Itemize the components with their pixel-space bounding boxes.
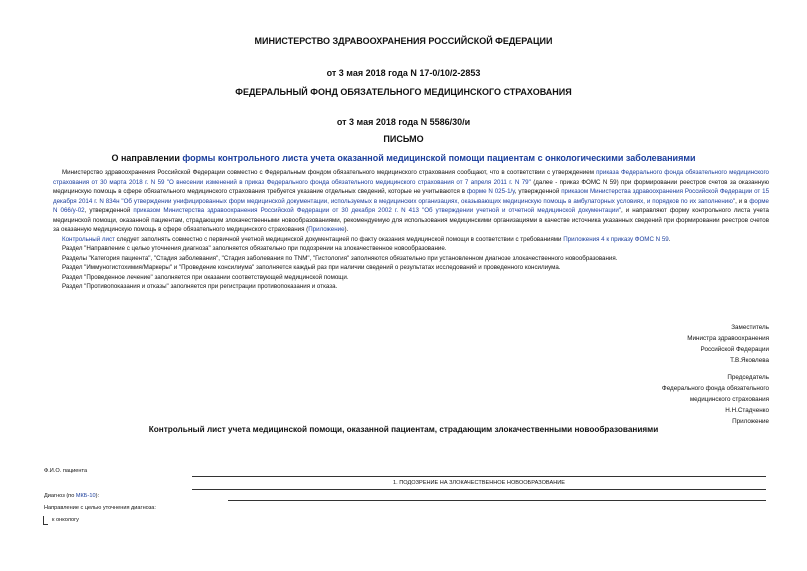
icd10-link[interactable]: МКБ-10 bbox=[75, 493, 96, 499]
subject-prefix: О направлении bbox=[111, 153, 183, 163]
checklist-link[interactable]: Контрольный лист bbox=[62, 235, 115, 243]
text: ): bbox=[95, 493, 99, 499]
referral-label: Направление с целью уточнения диагноза: bbox=[44, 505, 156, 511]
letter-body bbox=[53, 168, 769, 292]
document-subject bbox=[0, 153, 807, 163]
order-834n-link[interactable]: приказом Министерства здравоохранения Российской Федерации от 15 декабря 2014 г. N 834н "Об утверждении унифицированных форм медицинской документации, используемых в медицинских организациях, оказывающих медицинскую помощь в амбулаторных условиях, и порядков по их заполнению" bbox=[53, 188, 770, 205]
signature-position: Председатель bbox=[727, 374, 769, 381]
paragraph-3: Раздел "Направление с целью уточнения диагноза" заполняется обязательно при подозрении на злокачественное новообразование. bbox=[62, 245, 447, 252]
appendix-link[interactable]: Приложение bbox=[308, 226, 345, 233]
ministry-date: от 3 мая 2018 года N 17-0/10/2-2853 bbox=[326, 68, 481, 78]
signature-fund bbox=[662, 372, 769, 427]
paragraph-2 bbox=[53, 235, 769, 245]
order-59-link[interactable]: приказа Федерального фонда обязательного медицинского страхования от 30 марта 2018 г. N 59 "О внесении изменений в приказ Федерального фонда обязательного медицинского страхования от 7 апреля 2011 г. N 79" bbox=[53, 169, 770, 186]
diagnosis-label bbox=[44, 493, 99, 499]
appendix-label: Приложение bbox=[732, 418, 769, 425]
order-413-link[interactable]: приказом Министерства здравоохранения Российской Федерации от 30 декабря 2002 г. N 413 "Об утверждении учетной и отчетной медицинской документации" bbox=[133, 207, 621, 214]
paragraph-6: Раздел "Проведенное лечение" заполняется при оказании соответствующей медицинской помощи. bbox=[62, 273, 349, 281]
appendix-4-link[interactable]: Приложения 4 к приказу ФОМС N 59 bbox=[563, 235, 669, 243]
oncologist-checkbox[interactable] bbox=[43, 516, 48, 525]
document-type: ПИСЬМО bbox=[383, 134, 424, 144]
paragraph-5: Раздел "Иммуногистохимия/Маркеры" и "Проведение консилиума" заполняется каждый раз при наличии сведений о результатах исследований и проведенного консилиума. bbox=[62, 264, 561, 271]
checklist-title: Контрольный лист учета медицинской помощи, оказанной пациентам, страдающим злокачественными новообразованиями bbox=[148, 425, 659, 434]
signature-position: Федерального фонда обязательного bbox=[661, 385, 769, 392]
text: Диагноз (по bbox=[44, 493, 76, 499]
signature-position: Заместитель bbox=[731, 324, 769, 331]
form-025-link[interactable]: форме N 025-1/у bbox=[466, 188, 515, 195]
diagnosis-field[interactable] bbox=[228, 500, 766, 501]
signature-name: Т.В.Яковлева bbox=[730, 357, 769, 364]
text: , и направляют форму контрольного листа учета медицинской помощи, оказанной пациентам, страдающим злокачественными новообразованиями, рекомендуемую для использования медицинскими организациями в качестве источника указанных сведений при формировании реестров счетов за оказанную медицинскую помощь в сфере обязательного медицинского страхования ( bbox=[53, 207, 770, 233]
text: , утвержденной bbox=[84, 207, 134, 214]
paragraph-7: Раздел "Противопоказания и отказы" заполняется при регистрации противопоказания и отказа. bbox=[62, 283, 338, 290]
oncologist-label: к онкологу bbox=[52, 517, 79, 523]
signature-position: медицинского страхования bbox=[689, 396, 769, 403]
text: , и в bbox=[735, 197, 750, 205]
paragraph-1 bbox=[53, 168, 769, 235]
signature-position: Российской Федерации bbox=[700, 346, 769, 353]
text: (далее - приказ ФОМС N 59) при формировании реестров счетов за оказанную медицинскую помощь в сфере обязательного медицинского страхования требуется указание отдельных сведений, которые не учитываются в bbox=[53, 178, 769, 195]
text: следует заполнять совместно с первичной учетной медицинской документацией по факту оказания медицинской помощи в соответствии с требованиями bbox=[114, 235, 564, 243]
text: , утвержденной bbox=[514, 188, 562, 195]
fund-date: от 3 мая 2018 года N 5586/30/и bbox=[336, 117, 471, 127]
paragraph-4: Разделы "Категория пациента", "Стадия заболевания", "Стадия заболевания по TNM", "Гистология" заполняются обязательно при установленном диагнозе злокачественного новообразования. bbox=[62, 254, 618, 262]
text: Министерство здравоохранения Российской Федерации совместно с Федеральным фондом обязательного медицинского страхования сообщают, что в соответствии с утверждением bbox=[62, 169, 597, 176]
subject-link[interactable]: формы контрольного листа учета оказанной медицинской помощи пациентам с онкологическими заболеваниями bbox=[182, 153, 696, 163]
ministry-heading: МИНИСТЕРСТВО ЗДРАВООХРАНЕНИЯ РОССИЙСКОЙ ФЕДЕРАЦИИ bbox=[254, 36, 553, 46]
text: ). bbox=[344, 226, 349, 233]
fund-heading: ФЕДЕРАЛЬНЫЙ ФОНД ОБЯЗАТЕЛЬНОГО МЕДИЦИНСКОГО СТРАХОВАНИЯ bbox=[235, 87, 572, 97]
text: . bbox=[668, 235, 671, 243]
patient-name-field[interactable] bbox=[192, 476, 766, 477]
section-1-heading: 1. ПОДОЗРЕНИЕ НА ЗЛОКАЧЕСТВЕННОЕ НОВООБРАЗОВАНИЕ bbox=[393, 480, 565, 486]
signature-position: Министра здравоохранения bbox=[687, 335, 769, 342]
form-066-link[interactable]: форме N 066/у-02 bbox=[53, 197, 769, 214]
signature-name: Н.Н.Стадченко bbox=[725, 407, 769, 414]
patient-name-label: Ф.И.О. пациента bbox=[44, 468, 88, 474]
divider bbox=[192, 489, 766, 490]
signature-ministry bbox=[687, 322, 769, 366]
